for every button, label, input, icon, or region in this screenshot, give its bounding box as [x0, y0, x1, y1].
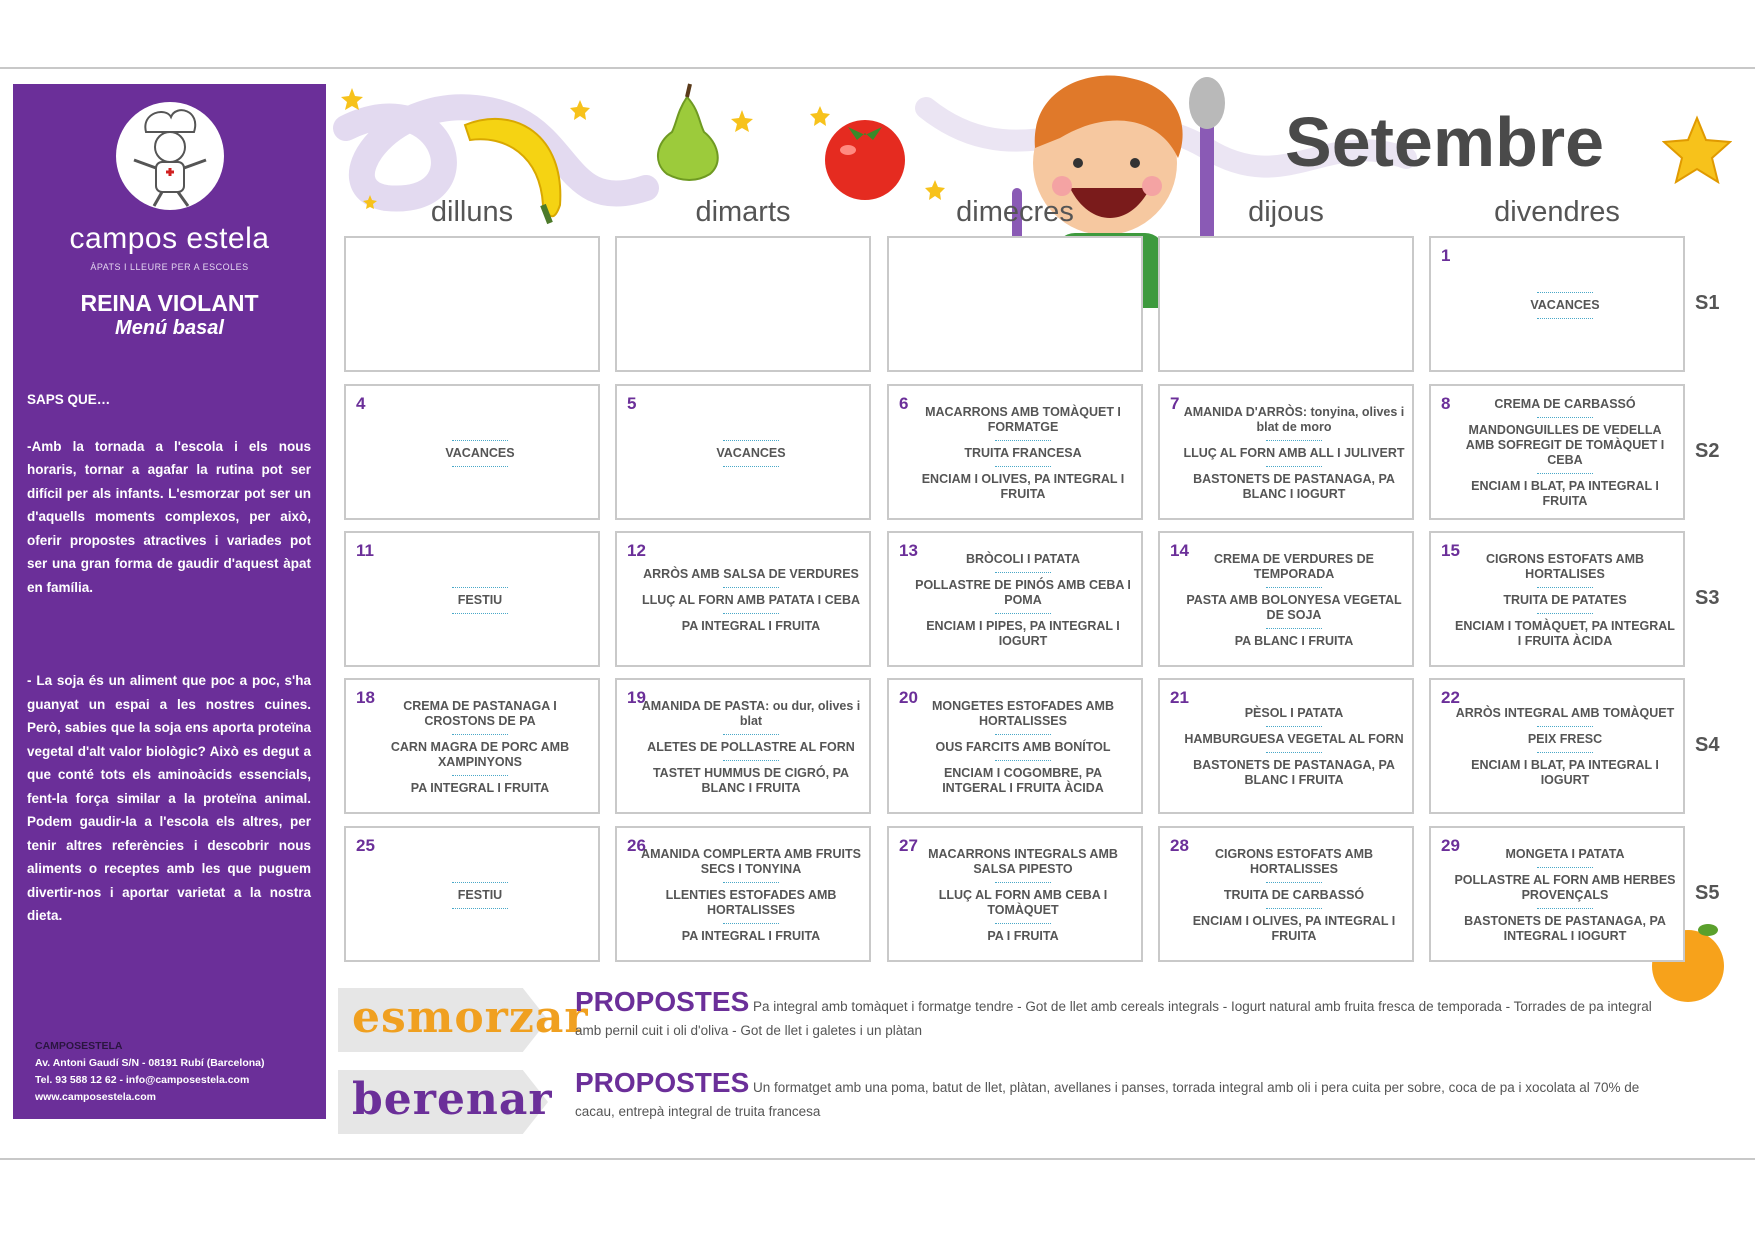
dish: CARN MAGRA DE PORC AMB XAMPINYONS — [390, 739, 570, 769]
dish-separator — [1266, 726, 1322, 727]
dish: PA BLANC I FRUITA — [1234, 633, 1354, 648]
info-title: SAPS QUE… — [27, 392, 111, 407]
day-cell — [887, 384, 1143, 520]
dish-separator — [1266, 908, 1322, 909]
dish: ENCIAM I OLIVES, PA INTEGRAL I FRUITA — [921, 471, 1125, 501]
day-menu — [1453, 392, 1677, 514]
day-cell — [887, 678, 1143, 814]
dish-separator — [1537, 752, 1593, 753]
day-cell — [1429, 384, 1685, 520]
dish: AMANIDA DE PASTA: ou dur, olives i blat — [641, 698, 861, 728]
day-menu — [1182, 244, 1406, 366]
dish: ENCIAM I COGOMBRE, PA INTGERAL I FRUITA ÀCIDA — [942, 765, 1104, 795]
day-cell — [615, 531, 871, 667]
dish: ENCIAM I PIPES, PA INTEGRAL I IOGURT — [926, 618, 1120, 648]
dish-separator — [1266, 587, 1322, 588]
day-number: 27 — [899, 836, 918, 855]
day-cell — [615, 236, 871, 372]
esmorzar-proposals — [575, 986, 1655, 1043]
dish-separator — [452, 882, 508, 883]
day-number: 11 — [356, 541, 374, 560]
dish: CREMA DE PASTANAGA I CROSTONS DE PA — [403, 698, 557, 728]
berenar-banner — [338, 1070, 563, 1140]
day-menu — [639, 244, 863, 366]
day-number: 18 — [356, 688, 375, 707]
contact-phone: Tel. 93 588 12 62 - info@camposestela.com — [35, 1074, 250, 1086]
dish: MONGETA I PATATA — [1505, 846, 1625, 861]
day-number: 5 — [627, 394, 637, 413]
day-cell — [887, 826, 1143, 962]
info-paragraph-2: - La soja és un aliment que poc a poc, s'ha guanyat un espai a les nostres cuines. Però, sabies que la soja ens aporta proteïna vegetal d'alt valor biològic? Això es degut a que conté tots els aminoàcids essencials, fent-la força similar a la proteïna animal. Podem gaudir-la a l'escola els altres, per tenir altres referències i descobrir nous aliments o receptes amb les que puguem divertir-nos i aportar varietat a la nostra dieta. — [27, 673, 311, 923]
day-menu — [911, 834, 1135, 956]
dish-separator — [723, 613, 779, 614]
dish: ENCIAM I TOMÀQUET, PA INTEGRAL I FRUITA ÀCIDA — [1455, 618, 1675, 648]
dish-separator — [995, 466, 1051, 467]
day-number: 15 — [1441, 541, 1460, 560]
day-menu — [911, 686, 1135, 808]
esmorzar-text: Pa integral amb tomàquet i formatge tendre - Got de llet amb cereals integrals - Iogurt natural amb fruita fresca de temporada - Torrades de pa integral amb pernil cuit i oli d'oliva - Got de llet i galetes i un plàtan — [575, 999, 1652, 1038]
dish: ARRÒS AMB SALSA DE VERDURES — [643, 566, 859, 581]
dish-separator — [1537, 473, 1593, 474]
day-cell — [615, 826, 871, 962]
dish: BASTONETS DE PASTANAGA, PA BLANC I IOGURT — [1193, 471, 1395, 501]
dish: TRUITA DE PATATES — [1503, 592, 1627, 607]
bottom-rule — [0, 1158, 1755, 1160]
dish: PASTA AMB BOLONYESA VEGETAL DE SOJA — [1186, 592, 1402, 622]
day-cell — [1429, 678, 1685, 814]
dish-separator — [1266, 628, 1322, 629]
day-cell — [1429, 531, 1685, 667]
dish: PEIX FRESC — [1527, 732, 1603, 746]
berenar-text: Un formatget amb una poma, batut de llet, plàtan, avellanes i panses, torrada integral amb oli i pera cuita per sobre, coca de pa i xocolata al 70% de cacau, entrepà integral de truita francesa — [575, 1080, 1640, 1119]
day-menu — [639, 539, 863, 661]
day-cell — [615, 678, 871, 814]
contact-web: www.camposestela.com — [35, 1091, 156, 1103]
dish-separator — [723, 923, 779, 924]
dish-separator — [1537, 867, 1593, 868]
day-header-3: dijous — [1248, 196, 1324, 228]
dish: PÈSOL I PATATA — [1244, 706, 1344, 720]
brand-tagline: ÀPATS I LLEURE PER A ESCOLES — [90, 262, 249, 272]
day-number: 21 — [1170, 688, 1189, 707]
day-number: 13 — [899, 541, 918, 560]
day-number: 29 — [1441, 836, 1460, 855]
dish-separator — [995, 613, 1051, 614]
dish-separator — [995, 572, 1051, 573]
day-menu — [368, 686, 592, 808]
day-number: 8 — [1441, 394, 1451, 413]
dish: VACANCES — [445, 445, 515, 460]
day-number: 22 — [1441, 688, 1460, 707]
day-menu — [368, 244, 592, 366]
day-number: 28 — [1170, 836, 1189, 855]
dish: CIGRONS ESTOFATS AMB HORTALISSES — [1214, 846, 1374, 876]
dish-separator — [723, 734, 779, 735]
berenar-label: berenar — [352, 1074, 553, 1125]
dish-separator — [1537, 587, 1593, 588]
day-number: 25 — [356, 836, 375, 855]
berenar-heading: PROPOSTES — [575, 1067, 750, 1098]
dish: MONGETES ESTOFADES AMB HORTALISSES — [932, 698, 1114, 728]
day-menu — [911, 244, 1135, 366]
dish-separator — [723, 587, 779, 588]
dish-separator — [723, 882, 779, 883]
dish: TRUITA DE CARBASSÓ — [1223, 887, 1365, 902]
dish-separator — [452, 587, 508, 588]
dish: ARRÒS INTEGRAL AMB TOMÀQUET — [1455, 706, 1675, 720]
day-cell — [1158, 236, 1414, 372]
dish-separator — [995, 760, 1051, 761]
day-menu — [1453, 244, 1677, 366]
day-menu — [639, 392, 863, 514]
dish-separator — [1266, 440, 1322, 441]
dish: LLUÇ AL FORN AMB ALL I JULIVERT — [1183, 445, 1405, 460]
day-menu — [1182, 686, 1406, 808]
day-menu — [1453, 539, 1677, 661]
dish: ENCIAM I OLIVES, PA INTEGRAL I FRUITA — [1192, 913, 1396, 943]
dish: MACARRONS INTEGRALS AMB SALSA PIPESTO — [928, 846, 1118, 876]
day-cell — [1429, 826, 1685, 962]
day-cell — [615, 384, 871, 520]
dish: POLLASTRE DE PINÓS AMB CEBA I POMA — [915, 577, 1131, 607]
dish: ENCIAM I BLAT, PA INTEGRAL I IOGURT — [1471, 758, 1659, 787]
dish: TRUITA FRANCESA — [964, 445, 1082, 460]
day-cell — [344, 236, 600, 372]
dish-separator — [1537, 726, 1593, 727]
day-cell — [1158, 531, 1414, 667]
menu-type: Menú basal — [115, 317, 224, 339]
day-menu — [911, 539, 1135, 661]
dish: OUS FARCITS AMB BONÍTOL — [935, 739, 1111, 754]
day-menu — [1453, 686, 1677, 808]
dish-separator — [1537, 908, 1593, 909]
chef-logo-icon — [116, 102, 224, 210]
day-menu — [368, 834, 592, 956]
week-label: S5 — [1695, 882, 1720, 904]
dish: LLUÇ AL FORN AMB CEBA I TOMÀQUET — [938, 887, 1108, 917]
berenar-proposals — [575, 1067, 1655, 1124]
month-title: Setembre — [1285, 103, 1605, 181]
contact-name: CAMPOSESTELA — [35, 1040, 123, 1052]
day-number: 19 — [627, 688, 646, 707]
dish-separator — [995, 882, 1051, 883]
dish: VACANCES — [1530, 297, 1600, 312]
day-cell — [887, 531, 1143, 667]
dish: HAMBURGUESA VEGETAL AL FORN — [1184, 732, 1404, 746]
dish: POLLASTRE AL FORN AMB HERBES PROVENÇALS — [1454, 872, 1676, 902]
day-number: 1 — [1441, 246, 1451, 265]
day-cell — [344, 678, 600, 814]
dish-separator — [452, 466, 508, 467]
dish-separator — [1266, 882, 1322, 883]
dish-separator — [995, 923, 1051, 924]
contact-info — [35, 1038, 264, 1106]
dish-separator — [723, 760, 779, 761]
day-menu — [1453, 834, 1677, 956]
day-header-0: dilluns — [430, 196, 514, 228]
sidebar — [13, 84, 326, 1119]
school-name: REINA VIOLANT — [80, 290, 259, 316]
dish: PA INTEGRAL I FRUITA — [410, 780, 550, 795]
day-number: 7 — [1170, 394, 1180, 413]
dish-separator — [452, 613, 508, 614]
dish: ALETES DE POLLASTRE AL FORN — [647, 739, 855, 754]
dish: CREMA DE CARBASSÓ — [1494, 397, 1636, 411]
dish: LLUÇ AL FORN AMB PATATA I CEBA — [641, 592, 861, 607]
dish: FESTIU — [457, 887, 503, 902]
day-menu — [368, 392, 592, 514]
star-icon — [1662, 115, 1732, 185]
day-cell — [1158, 678, 1414, 814]
day-menu — [911, 392, 1135, 514]
day-header-4: divendres — [1494, 196, 1620, 228]
dish-separator — [1537, 318, 1593, 319]
dish: TASTET HUMMUS DE CIGRÓ, PA BLANC I FRUITA — [652, 765, 850, 795]
week-label: S3 — [1695, 587, 1720, 609]
day-cell — [344, 826, 600, 962]
day-menu — [639, 686, 863, 808]
dish: CREMA DE VERDURES DE TEMPORADA — [1214, 551, 1374, 581]
dish: AMANIDA COMPLERTA AMB FRUITS SECS I TONYINA — [641, 846, 861, 876]
week-label: S1 — [1695, 292, 1720, 314]
dish: VACANCES — [716, 445, 786, 460]
dish: CIGRONS ESTOFATS AMB HORTALISES — [1485, 551, 1645, 581]
dish-separator — [1266, 466, 1322, 467]
esmorzar-banner — [338, 988, 589, 1058]
dish-separator — [995, 734, 1051, 735]
info-text — [27, 388, 311, 951]
day-menu — [368, 539, 592, 661]
dish: FESTIU — [457, 592, 503, 607]
dish: LLENTIES ESTOFADES AMB HORTALISSES — [665, 887, 837, 917]
esmorzar-heading: PROPOSTES — [575, 986, 750, 1017]
day-number: 12 — [627, 541, 646, 560]
day-cell — [344, 384, 600, 520]
dish-separator — [1266, 752, 1322, 753]
day-number: 14 — [1170, 541, 1189, 560]
esmorzar-label: esmorzar — [352, 992, 589, 1043]
dish-separator — [452, 734, 508, 735]
day-menu — [639, 834, 863, 956]
week-label: S4 — [1695, 734, 1720, 756]
brand-name: campos estela — [69, 222, 270, 255]
day-cell — [344, 531, 600, 667]
dish: PA INTEGRAL I FRUITA — [681, 928, 821, 943]
dish: AMANIDA D'ARRÒS: tonyina, olives i blat de moro — [1183, 404, 1405, 434]
day-cell — [1158, 384, 1414, 520]
dish-separator — [995, 440, 1051, 441]
dish-separator — [723, 466, 779, 467]
day-number: 26 — [627, 836, 646, 855]
day-number: 20 — [899, 688, 918, 707]
contact-address: Av. Antoni Gaudí S/N - 08191 Rubí (Barcelona) — [35, 1057, 265, 1069]
dish-separator — [723, 440, 779, 441]
dish-separator — [1537, 292, 1593, 293]
day-menu — [1182, 834, 1406, 956]
week-label: S2 — [1695, 440, 1720, 462]
day-menu — [1182, 539, 1406, 661]
day-cell — [1158, 826, 1414, 962]
day-number: 6 — [899, 394, 909, 413]
day-header-2: dimecres — [956, 196, 1074, 228]
dish: BRÒCOLI I PATATA — [965, 551, 1081, 566]
dish-separator — [452, 908, 508, 909]
day-cell — [887, 236, 1143, 372]
dish: BASTONETS DE PASTANAGA, PA INTEGRAL I IOGURT — [1464, 913, 1666, 943]
day-number: 4 — [356, 394, 366, 413]
dish-separator — [1537, 613, 1593, 614]
day-menu — [1182, 392, 1406, 514]
dish-separator — [1537, 417, 1593, 418]
day-header-1: dimarts — [695, 196, 791, 228]
dish: BASTONETS DE PASTANAGA, PA BLANC I FRUITA — [1193, 758, 1395, 787]
dish-separator — [452, 775, 508, 776]
dish: MACARRONS AMB TOMÀQUET I FORMATGE — [925, 404, 1121, 434]
dish: PA INTEGRAL I FRUITA — [681, 618, 821, 633]
dish: ENCIAM I BLAT, PA INTEGRAL I FRUITA — [1471, 479, 1659, 508]
info-paragraph-1: -Amb la tornada a l'escola i els nous horaris, tornar a agafar la rutina pot ser difícil per als infants. L'esmorzar pot ser un d'aquells moments complexos, per això, oferir propostes atractives i variades pot ser una gran forma de gaudir d'aquest àpat en família. — [27, 438, 311, 595]
dish: PA I FRUITA — [987, 928, 1059, 943]
dish: MANDONGUILLES DE VEDELLA AMB SOFREGIT DE TOMÀQUET I CEBA — [1465, 423, 1665, 467]
day-cell — [1429, 236, 1685, 372]
dish-separator — [452, 440, 508, 441]
